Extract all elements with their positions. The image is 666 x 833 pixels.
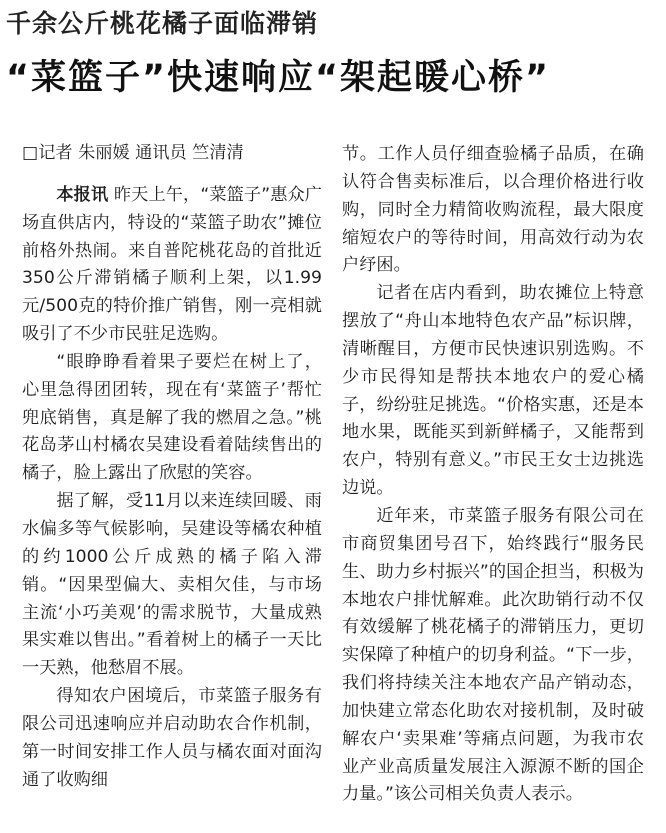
article-paragraph: 据了解，受11月以来连续回暖、雨水偏多等气候影响，吴建设等橘农种植的约1000公斤成熟的橘子陷入滞销。“因果型偏大、卖相欠佳，与市场主流‘小巧美观’的需求脱节，大量成熟果实难以售出。”看着树上的橘子一天比一天熟，他愁眉不展。 xyxy=(22,491,322,679)
article-paragraph: “眼睁睁看着果子要烂在树上了，心里急得团团转，现在有‘菜篮子’帮忙兜底销售，真是解了我的燃眉之急。”桃花岛茅山村橘农吴建设看着陆续售出的橘子，脸上露出了欣慰的笑容。 xyxy=(22,351,322,484)
article-paragraph: 节。工作人员仔细查验橘子品质，在确认符合售卖标准后，以合理价格进行收购，同时全力精简收购流程，最大限度缩短农户的等待时间，用高效行动为农户纾困。 xyxy=(342,144,644,276)
main-headline: “菜篮子”快速响应“架起暖心桥” xyxy=(6,58,551,98)
article-paragraph: 得知农户困境后，市菜篮子服务有限公司迅速响应并启动助农合作机制，第一时间安排工作人员与橘农面对面沟通了收购细 xyxy=(22,686,322,790)
paragraph-text: 昨天上午，“菜篮子”惠众广场直供店内，特设的“菜篮子助农”摊位前格外热闹。来自普陀桃花岛的首批近350公斤滞销橘子顺利上架，以1.99元/500克的特价推广销售，刚一亮相就吸引了不少市民驻足选购。 xyxy=(22,184,322,345)
article-paragraph: 记者在店内看到，助农摊位上特意摆放了“舟山本地特色农产品”标识牌，清晰醒目，方便市民快速识别选购。不少市民得知是帮扶本地农户的爱心橘子，纷纷驻足挑选。“价格实惠，还是本地水果，既能买到新鲜橘子，又能帮到农户，特别有意义。”市民王女士边挑选边说。 xyxy=(342,283,644,499)
lead-label: 本报讯 xyxy=(56,184,109,205)
article-column-left xyxy=(22,140,322,794)
article-paragraph xyxy=(22,182,322,349)
article-column-right xyxy=(342,141,644,809)
article-paragraph: 近年来，市菜篮子服务有限公司在市商贸集团号召下，始终践行“服务民生、助力乡村振兴”的国企担当，积极为本地农户排忧解难。此次助销行动不仅有效缓解了桃花橘子的滞销压力，更切实保障了种植户的切身利益。“下一步，我们将持续关注本地农产品产销动态，加快建立常态化助农对接机制，及时破解农户‘卖果难’等痛点问题，为我市农业产业高质量发展注入源源不断的国企力量。”该公司相关负责人表示。 xyxy=(342,505,644,805)
kicker-headline: 千余公斤桃花橘子面临滞销 xyxy=(6,9,319,38)
byline: □记者 朱丽媛 通讯员 竺清清 xyxy=(22,143,244,163)
